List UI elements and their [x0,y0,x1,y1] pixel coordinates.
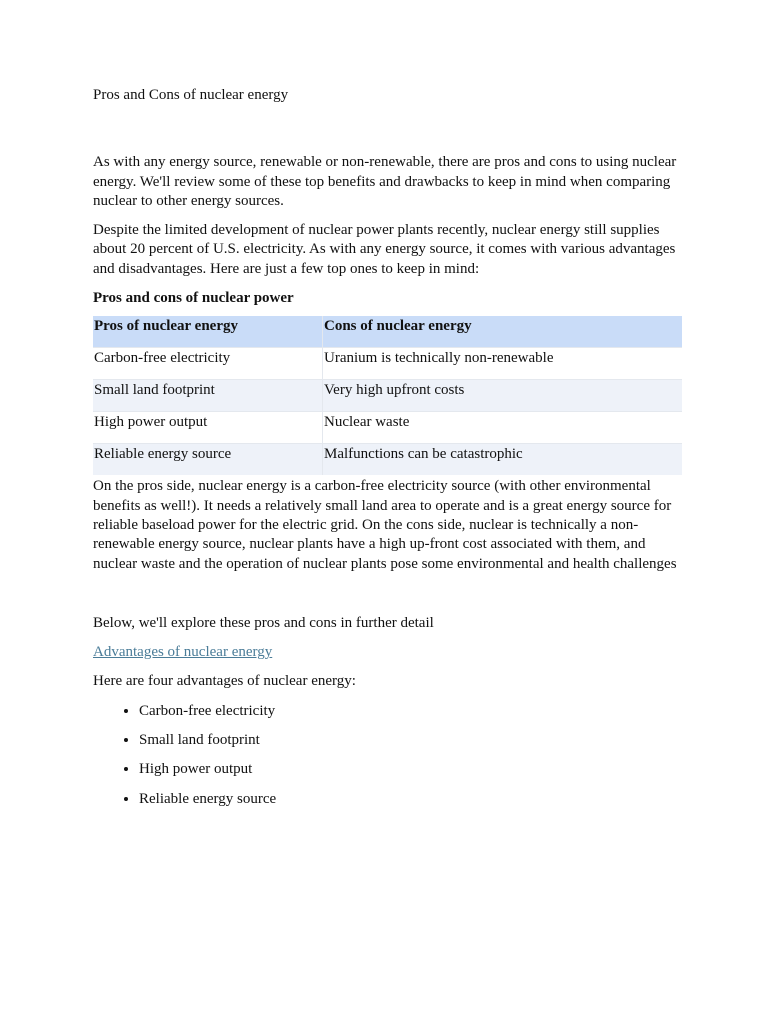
con-cell: Uranium is technically non-renewable [323,348,683,380]
below-paragraph: Below, we'll explore these pros and cons in further detail [93,614,434,631]
con-cell: Nuclear waste [323,412,683,444]
pro-cell: Carbon-free electricity [93,348,323,380]
table-header-row [93,316,682,348]
table-row [93,412,682,444]
advantages-link[interactable]: Advantages of nuclear energy [93,644,273,661]
table-heading: Pros and cons of nuclear power [93,290,294,307]
cons-column-header: Cons of nuclear energy [323,316,683,348]
summary-paragraph: On the pros side, nuclear energy is a carbon-free electricity source (with other environmental benefits as well!). It needs a relatively small land area to operate and is a great energy source for reliable baseload power for the electric grid. On the cons side, nuclear is technically a non-renewable energy source, nuclear plants have a high up-front cost associated with them, and nuclear waste and the operation of nuclear plants pose some environmental and health challenges [93,478,677,572]
intro-paragraph: As with any energy source, renewable or non-renewable, there are pros and cons to using nuclear energy. We'll review some of these top benefits and drawbacks to keep in mind when comparing nuclear to other energy sources. [93,154,677,209]
pro-cell: High power output [93,412,323,444]
context-paragraph: Despite the limited development of nuclear power plants recently, nuclear energy still supplies about 20 percent of U.S. electricity. As with any energy source, it comes with various advantages and disadvantages. Here are just a few top ones to keep in mind: [93,222,676,277]
document-body [93,86,683,819]
table-row [93,444,682,476]
list-item: • Carbon-free electricity [139,702,683,721]
list-item: • Reliable energy source [139,790,683,809]
table-row [93,348,682,380]
advantages-link-paragraph [93,643,683,662]
pros-cons-table [93,316,682,475]
pro-cell: Small land footprint [93,380,323,412]
document-title: Pros and Cons of nuclear energy [93,87,289,103]
pro-cell: Reliable energy source [93,444,323,476]
pros-column-header: Pros of nuclear energy [93,316,323,348]
table-row [93,380,682,412]
list-item: • High power output [139,760,683,779]
advantages-intro: Here are four advantages of nuclear energy: [93,673,356,690]
con-cell: Malfunctions can be catastrophic [323,444,683,476]
con-cell: Very high upfront costs [323,380,683,412]
advantages-list [93,702,683,809]
list-item: • Small land footprint [139,731,683,750]
